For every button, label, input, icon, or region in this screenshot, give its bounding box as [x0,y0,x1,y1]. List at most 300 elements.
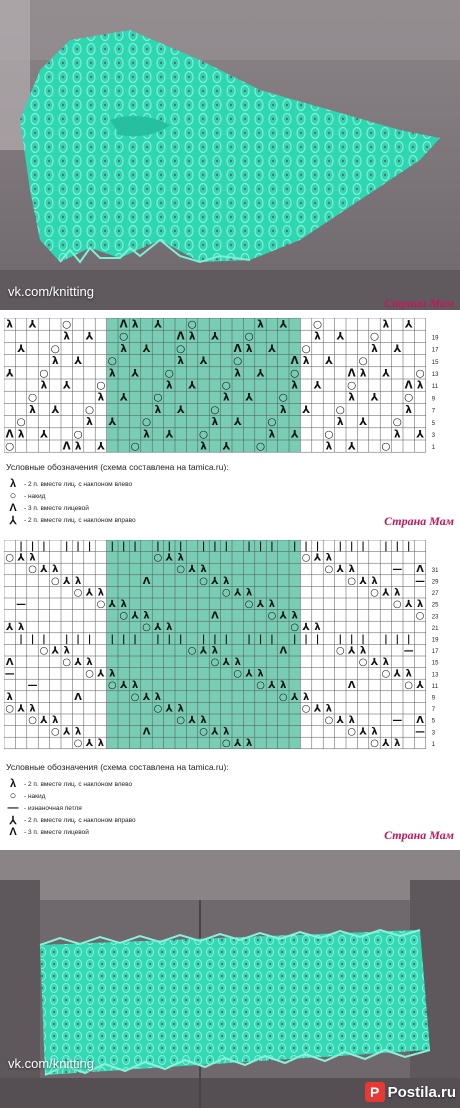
stitch-symbol: ⅄ [336,564,345,576]
stitch-symbol: λ [371,575,378,587]
stitch-symbol: ⅄ [347,440,356,453]
stitch-symbol: ○ [335,403,345,416]
stitch-symbol: λ [86,657,93,669]
decrease-right-icon: ⅄ [9,514,17,527]
stitch-symbol: ⅄ [74,657,82,669]
stitch-symbol: ⅄ [290,428,299,441]
stitch-symbol: ○ [153,391,163,404]
stitch-symbol: ○ [51,726,60,738]
stitch-symbol: | [76,633,80,645]
stitch-symbol: ⅄ [222,657,231,669]
stitch-symbol: λ [245,342,253,355]
stitch-symbol: λ [234,657,241,669]
stitch-symbol: λ [120,599,127,611]
stitch-symbol: | [133,633,137,645]
stitch-symbol: | [247,541,251,553]
row-number: 7 [431,408,436,415]
stitch-symbol: | [42,633,46,645]
decrease-left-icon: λ [9,778,17,790]
stitch-symbol: ○ [301,342,311,355]
stitch-symbol: ⅄ [131,367,140,380]
stitch-symbol: λ [29,403,36,416]
stitch-symbol: ⅄ [382,738,390,750]
stitch-symbol: ○ [267,416,277,429]
stitch-symbol: ⅄ [245,668,253,680]
stitch-symbol: | [224,541,229,553]
stitch-symbol: ○ [119,330,129,343]
stitch-symbol: ○ [358,355,368,368]
stitch-symbol: ⅄ [268,680,276,692]
stitch-symbol: ○ [347,726,356,738]
row-number: 13 [431,672,439,679]
stitch-symbol: ○ [187,318,197,331]
stitch-symbol: ○ [107,355,117,368]
stitch-symbol: λ [416,599,424,611]
stitch-symbol: Λ [74,691,82,703]
stitch-symbol: ○ [142,622,151,634]
stitch-symbol: ○ [130,691,140,703]
stitch-symbol: ○ [50,342,60,355]
stitch-symbol: λ [337,416,344,429]
stitch-symbol: Λ [142,575,151,587]
stitch-symbol: ⅄ [256,599,265,611]
stitch-symbol: λ [405,668,412,680]
postila-logo-text: Postila.ru [387,1083,456,1101]
stitch-symbol: λ [131,318,139,331]
stitch-symbol: λ [143,610,150,622]
stitch-symbol: Λ [416,715,424,727]
legend-item-text: - 3 п. вместе лицевой [24,828,89,836]
stitch-symbol: ○ [336,645,345,657]
stitch-symbol: Λ [5,657,14,669]
stitch-symbol: Λ [62,440,71,453]
stitch-symbol: ⅄ [359,726,367,738]
purl-icon: — [7,802,19,814]
stitch-symbol: ○ [164,367,174,380]
stitch-symbol: λ [405,403,412,416]
stitch-symbol: λ [74,726,82,738]
row-number: 9 [431,396,436,403]
stitch-symbol: Λ [279,645,288,657]
stitch-symbol: ⅄ [40,715,48,727]
stitch-symbol: λ [394,738,401,750]
stitch-symbol: λ [314,330,321,343]
stitch-symbol: ⅄ [347,645,356,657]
watermark-stamp: Страна Мам [384,828,454,842]
stitch-symbol: ⅄ [359,416,368,429]
row-number: 15 [431,359,439,366]
stitch-symbol: ○ [381,668,391,680]
legend-item-text: - 2 п. вместе лиц. с наклоном влево [24,780,133,788]
stitch-symbol: ○ [279,691,288,703]
stitch-symbol: Λ [416,564,424,576]
stitch-symbol: ○ [347,379,357,392]
stitch-symbol: λ [40,379,48,392]
stitch-symbol: λ [268,599,276,611]
stitch-symbol: λ [166,622,173,634]
stitch-symbol: ⅄ [381,367,390,380]
stitch-symbol: λ [52,564,59,576]
stitch-symbol: ○ [199,726,208,738]
stitch-symbol: | [315,541,320,553]
stitch-symbol: ⅄ [188,564,196,576]
legend-item [6,814,446,826]
stitch-symbol: ⅄ [302,403,311,416]
stitch-symbol: λ [63,330,70,343]
row-number: 21 [431,625,439,632]
stitch-symbol: Λ [142,726,151,738]
stitch-symbol: | [19,633,23,645]
stitch-symbol: λ [325,703,333,715]
stitch-symbol: λ [359,367,367,380]
stitch-symbol: λ [97,587,105,599]
stitch-symbol: | [270,633,274,645]
stitch-symbol: ○ [130,440,140,453]
stitch-symbol: λ [109,668,116,680]
stitch-symbol: ⅄ [142,691,151,703]
stitch-symbol: ○ [96,599,106,611]
stitch-symbol: λ [188,330,196,343]
stitch-symbol: ○ [222,587,231,599]
stitch-symbol: | [338,541,343,553]
stitch-symbol: ⅄ [17,342,26,355]
legend-item-text: - накид [24,792,46,800]
stitch-symbol: Λ [5,428,14,441]
stitch-symbol: λ [166,379,173,392]
stitch-symbol: λ [29,703,36,715]
stitch-symbol: λ [6,691,13,703]
stitch-symbol: ⅄ [233,416,242,429]
stitch-symbol: | [247,633,251,645]
stitch-symbol: | [30,541,35,553]
stitch-symbol: ⅄ [85,738,94,750]
row-number: 17 [431,347,439,354]
stitch-symbol: ⅄ [393,342,402,355]
row-number: 1 [431,741,436,748]
stitch-symbol: λ [268,428,276,441]
stitch-symbol: ⅄ [39,428,48,441]
stitch-symbol: ○ [198,428,209,441]
stitch-symbol: ⅄ [233,738,242,750]
stitch-symbol: ○ [255,440,266,453]
stitch-symbol: ⅄ [5,367,14,380]
stitch-symbol: λ [200,715,207,727]
stitch-symbol: λ [200,564,207,576]
stitch-symbol: λ [382,657,390,669]
stitch-symbol: ⅄ [336,330,345,343]
stitch-symbol: | [315,633,320,645]
legend-item-text: - 2 п. вместе лиц. с наклоном вправо [24,816,136,824]
shawl-photo-image [0,0,460,310]
stitch-symbol: ⅄ [336,715,345,727]
postila-logo[interactable] [365,1082,456,1102]
stitch-symbol: ○ [381,440,391,453]
row-number: 11 [431,384,439,391]
stitch-symbol: | [406,633,411,645]
stitch-symbol: ○ [73,738,83,750]
stitch-symbol: ⅄ [108,416,117,429]
stitch-symbol: ○ [73,587,83,599]
row-number: 3 [431,730,436,737]
stitch-symbol: | [258,541,263,553]
stitch-symbol: λ [371,342,378,355]
stitch-symbol: λ [177,552,184,564]
stitch-symbol: | [201,633,206,645]
stitch-symbol: ⅄ [5,622,14,634]
triple-decrease-icon: Λ [9,826,17,838]
stitch-symbol: ○ [301,552,311,564]
stitch-symbol: ⅄ [17,703,25,715]
stitch-symbol: ⅄ [313,703,322,715]
legend-item [6,826,446,838]
stitch-symbol: ○ [244,599,254,611]
stitch-symbol: λ [245,587,253,599]
stitch-symbol: λ [325,440,333,453]
stitch-symbol: λ [120,342,127,355]
stitch-symbol: ⅄ [256,367,265,380]
watermark-stamp: Страна Мам [384,296,454,310]
stitch-symbol: | [304,633,308,645]
stitch-symbol: ○ [199,575,208,587]
stitch-symbol: | [270,541,274,553]
legend-item [6,478,446,490]
row-number: 15 [431,660,439,667]
photo-caption[interactable]: vk.com/knitting [8,284,94,299]
watermark-stamp: Страна Мам [384,514,454,528]
stitch-symbol: ○ [233,668,242,680]
row-number: 25 [431,602,439,609]
stitch-symbol: | [201,541,206,553]
stitch-symbol: ⅄ [188,379,197,392]
stitch-symbol: ⅄ [245,391,254,404]
stitch-symbol: Λ [233,342,242,355]
stitch-symbol: λ [86,416,93,429]
stitch-symbol: ⅄ [119,680,128,692]
stitch-symbol: | [395,541,400,553]
legend-item-text: - 3 п. вместе лицевой [24,504,89,512]
row-number: 27 [431,591,439,598]
row-number: 11 [431,683,439,690]
chart-1-grid [4,318,456,453]
stitch-symbol: ○ [85,668,94,680]
stitch-symbol: ⅄ [290,691,299,703]
stitch-symbol: λ [394,428,401,441]
stitch-symbol: | [156,541,160,553]
stitch-symbol: | [30,633,35,645]
stitch-symbol: | [384,541,388,553]
legend-item [6,790,446,802]
stitch-symbol: | [292,633,297,645]
stitch-symbol: λ [291,379,298,392]
stitch-symbol: λ [325,552,333,564]
stitch-symbol: | [349,541,354,553]
legend-item-text: - 2 п. вместе лиц. с наклоном влево [24,480,133,488]
stitch-symbol: ○ [347,575,356,587]
stitch-symbol: — [392,715,403,727]
stitch-symbol: ○ [5,440,15,453]
stitch-symbol: ○ [187,645,197,657]
stitch-symbol: λ [291,610,298,622]
stitch-symbol: ⅄ [40,564,48,576]
stitch-symbol: λ [177,703,184,715]
stitch-symbol: ⅄ [165,703,174,715]
legend-item-text: - накид [24,492,46,500]
stitch-symbol: ⅄ [370,391,379,404]
stitch-symbol: ⅄ [85,330,94,343]
stitch-symbol: λ [109,367,116,380]
stitch-symbol: ○ [176,342,186,355]
stitch-symbol: ○ [153,703,163,715]
legend-item [6,514,446,526]
stitch-symbol: λ [394,587,401,599]
stitch-symbol: ○ [324,564,334,576]
stitch-symbol: | [110,633,115,645]
stitch-symbol: λ [223,391,230,404]
stitch-symbol: | [338,633,343,645]
stitch-symbol: | [406,541,411,553]
stitch-symbol: Λ [176,330,185,343]
stitch-symbol: λ [416,379,424,392]
stitch-symbol: | [349,633,354,645]
row-number: 17 [431,649,439,656]
legend-item-text: - изнаночная петля [24,804,82,812]
stitch-symbol: λ [154,691,162,703]
legend-item [6,502,446,514]
stitch-symbol: | [87,541,92,553]
stitch-symbol: ○ [73,428,83,441]
stitch-symbol: ○ [84,403,95,416]
stitch-symbol: λ [257,668,264,680]
stitch-symbol: | [384,633,388,645]
legend-item [6,778,446,790]
stitch-symbol: ⅄ [222,440,231,453]
stitch-symbol: ⅄ [404,599,413,611]
stitch-symbol: λ [234,367,241,380]
stitch-symbol: ⅄ [279,610,288,622]
stitch-symbol: ○ [324,428,334,441]
row-number: 19 [431,335,439,342]
stitch-symbol: ○ [141,416,152,429]
stitch-symbol: ○ [39,367,49,380]
stitch-symbol: — [392,564,403,576]
stitch-symbol: λ [6,318,13,331]
stitch-symbol: ⅄ [359,575,367,587]
stitch-symbol: λ [63,645,70,657]
row-number: 3 [431,432,436,439]
stitch-symbol: ⅄ [279,318,288,331]
stitch-symbol: | [156,633,160,645]
yarn-over-icon: ○ [9,790,17,802]
stitch-symbol: | [76,541,80,553]
stitch-symbol: ○ [210,403,220,416]
stitch-symbol: — [415,726,426,738]
stitch-symbol: ○ [370,738,379,750]
stitch-symbol: | [167,633,172,645]
stitch-symbol: λ [382,318,390,331]
row-number: 9 [431,695,436,702]
stitch-symbol: ○ [393,599,402,611]
stitch-symbol: λ [154,403,162,416]
stitch-symbol: λ [74,575,82,587]
stitch-symbol: λ [348,391,355,404]
stitch-symbol: ○ [267,610,277,622]
chart-2-grid [4,540,456,755]
stitch-symbol: ⅄ [62,726,71,738]
stitch-symbol: ⅄ [165,552,174,564]
stitch-symbol: ⅄ [96,440,105,453]
stitch-symbol: ○ [370,587,379,599]
stitch-symbol: ⅄ [404,318,413,331]
stitch-symbol: ○ [5,552,14,564]
stitch-symbol: λ [223,726,230,738]
stitch-symbol: ⅄ [416,428,425,441]
stitch-symbol: ⅄ [131,610,139,622]
stitch-symbol: ⅄ [211,575,219,587]
stitch-symbol: | [258,633,263,645]
stitch-symbol: ○ [62,657,71,669]
stitch-symbol: Λ [119,318,128,331]
stitch-symbol: | [19,541,23,553]
decrease-right-icon: ⅄ [9,814,17,827]
stitch-symbol: ○ [176,715,185,727]
stitch-symbol: λ [245,738,253,750]
stitch-symbol: Λ [404,379,413,392]
stitch-symbol: λ [302,355,310,368]
legend-item [6,802,446,814]
stitch-symbol: | [42,541,46,553]
stitch-symbol: ⅄ [165,428,174,441]
stitch-symbol: | [213,541,217,553]
stitch-symbol: ⅄ [97,668,105,680]
stitch-symbol: λ [280,403,287,416]
stitch-symbol: λ [52,355,59,368]
stitch-symbol: ○ [415,610,425,622]
photo-caption[interactable]: vk.com/knitting [8,1056,94,1071]
stitch-symbol: ○ [221,379,231,392]
stitch-symbol: ⅄ [211,726,219,738]
stitch-symbol: ⅄ [51,403,60,416]
stitch-symbol: λ [17,622,25,634]
stitch-symbol: λ [211,645,219,657]
stitch-symbol: | [395,633,400,645]
stitch-symbol: | [110,541,115,553]
row-number: 29 [431,579,439,586]
stitch-symbol: ⅄ [62,379,71,392]
row-number: 1 [431,445,436,452]
stitch-symbol: ⅄ [51,645,60,657]
stitch-symbol: ○ [256,680,265,692]
stitch-symbol: | [292,541,297,553]
stitch-symbol: ○ [5,703,14,715]
stitch-symbol: ⅄ [74,355,83,368]
stitch-symbol: ○ [153,552,163,564]
stitch-symbol: | [224,633,229,645]
stitch-symbol: ○ [290,622,299,634]
stitch-symbol: ○ [119,610,128,622]
stitch-symbol: | [213,633,217,645]
stitch-symbol: λ [348,715,355,727]
stitch-symbol: ⅄ [199,355,208,368]
stitch-symbol: ○ [392,416,402,429]
stitch-symbol: λ [359,645,367,657]
row-number: 7 [431,707,436,714]
stitch-symbol: λ [302,691,310,703]
stitch-symbol: ○ [233,355,243,368]
top-shawl-photo [0,0,460,310]
stitch-symbol: λ [211,416,219,429]
stitch-symbol: | [361,633,365,645]
stitch-symbol: ⅄ [188,715,196,727]
